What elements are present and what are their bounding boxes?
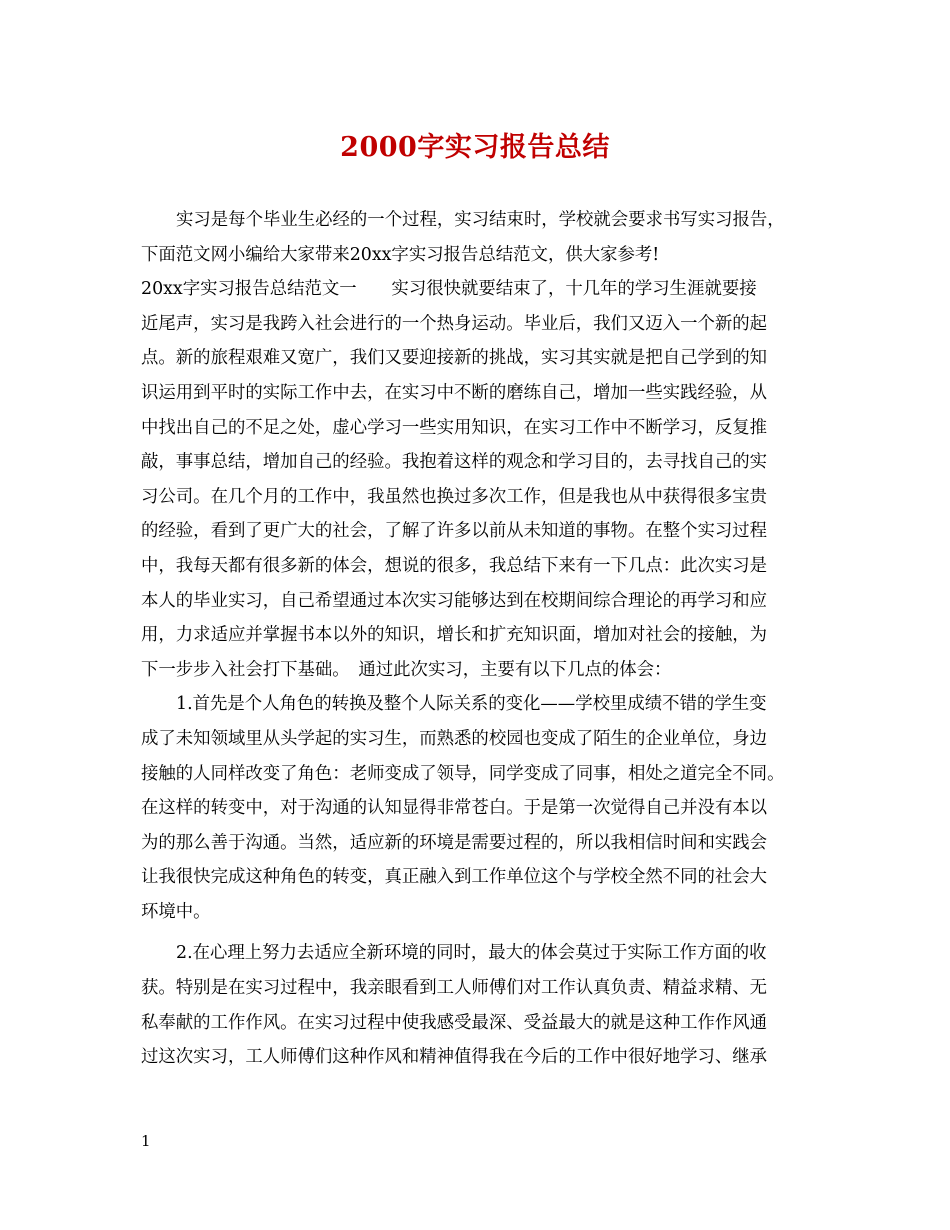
page-number: 1 bbox=[141, 1132, 151, 1150]
text-line: 为的那么善于沟通。当然，适应新的环境是需要过程的，所以我相信时间和实践会 bbox=[141, 832, 768, 853]
text-line: 在这样的转变中，对于沟通的认知显得非常苍白。于是第一次觉得自己并没有本以 bbox=[141, 798, 768, 819]
text-line: 敲，事事总结，增加自己的经验。我抱着这样的观念和学习目的，去寻找自己的实 bbox=[141, 452, 768, 473]
text-line: 下一步步入社会打下基础。 通过此次实习，主要有以下几点的体会： bbox=[141, 659, 672, 680]
text-line: 近尾声，实习是我跨入社会进行的一个热身运动。毕业后，我们又迈入一个新的起 bbox=[141, 313, 768, 334]
text-line: 获。特别是在实习过程中，我亲眼看到工人师傅们对工作认真负责、精益求精、无 bbox=[141, 978, 768, 999]
body-text bbox=[141, 203, 833, 1075]
text-line: 中找出自己的不足之处，虚心学习一些实用知识，在实习工作中不断学习，反复推 bbox=[141, 417, 768, 438]
text-line: 的经验，看到了更广大的社会，了解了许多以前从未知道的事物。在整个实习过程 bbox=[141, 521, 768, 542]
text-line: 成了未知领域里从头学起的实习生，而熟悉的校园也变成了陌生的企业单位，身边 bbox=[141, 728, 768, 749]
text-line: 私奉献的工作作风。在实习过程中使我感受最深、受益最大的就是这种工作作风通 bbox=[141, 1012, 768, 1033]
text-line: 2.在心理上努力去适应全新环境的同时，最大的体会莫过于实际工作方面的收 bbox=[176, 943, 767, 964]
text-line: 1.首先是个人角色的转换及整个人际关系的变化——学校里成绩不错的学生变 bbox=[176, 694, 767, 715]
text-line: 接触的人同样改变了角色：老师变成了领导，同学变成了同事，相处之道完全不同。 bbox=[141, 763, 785, 784]
text-line: 识运用到平时的实际工作中去，在实习中不断的磨练自己，增加一些实践经验，从 bbox=[141, 382, 768, 403]
text-line: 让我很快完成这种角色的转变，真正融入到工作单位这个与学校全然不同的社会大 bbox=[141, 867, 768, 888]
text-line: 点。新的旅程艰难又宽广，我们又要迎接新的挑战，实习其实就是把自己学到的知 bbox=[141, 348, 768, 369]
text-line: 实习是每个毕业生必经的一个过程，实习结束时，学校就会要求书写实习报告， bbox=[176, 210, 785, 230]
text-line: 20xx字实习报告总结范文一 实习很快就要结束了，十几年的学习生涯就要接 bbox=[141, 279, 757, 300]
text-line: 中，我每天都有很多新的体会，想说的很多，我总结下来有一下几点：此次实习是 bbox=[141, 555, 768, 576]
text-line: 用，力求适应并掌握书本以外的知识，增长和扩充知识面，增加对社会的接触，为 bbox=[141, 625, 768, 646]
text-line: 下面范文网小编给大家带来20xx字实习报告总结范文，供大家参考! bbox=[141, 244, 660, 265]
text-line: 习公司。在几个月的工作中，我虽然也换过多次工作，但是我也从中获得很多宝贵 bbox=[141, 486, 768, 507]
page-title: 2000字实习报告总结 bbox=[340, 132, 610, 163]
text-line: 过这次实习，工人师傅们这种作风和精神值得我在今后的工作中很好地学习、继承 bbox=[141, 1047, 768, 1068]
text-line: 环境中。 bbox=[141, 901, 211, 922]
text-line: 本人的毕业实习，自己希望通过本次实习能够达到在校期间综合理论的再学习和应 bbox=[141, 590, 768, 611]
